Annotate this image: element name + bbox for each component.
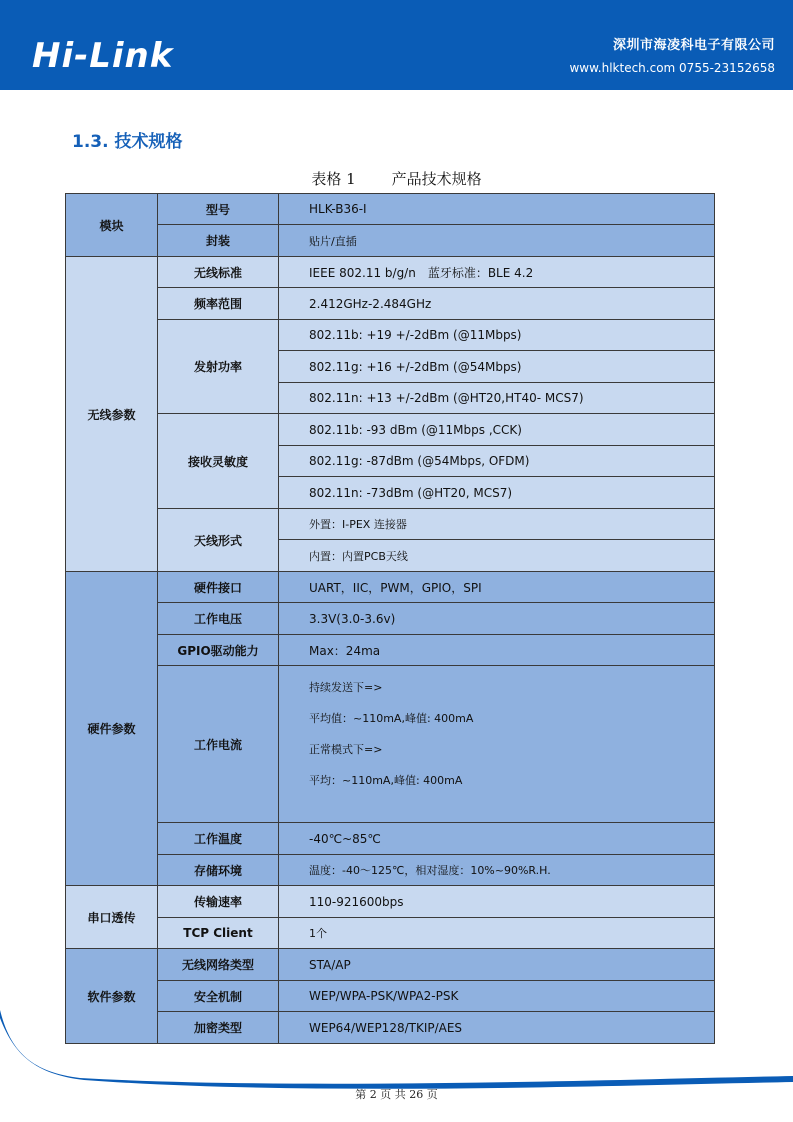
current-line-2: 平均值：~110mA,峰值: 400mA bbox=[309, 712, 474, 725]
param-storage: 存储环境 bbox=[158, 855, 279, 886]
table-row bbox=[66, 635, 715, 666]
param-temperature: 工作温度 bbox=[158, 823, 279, 855]
page-header bbox=[0, 0, 793, 90]
param-current: 工作电流 bbox=[158, 666, 279, 823]
table-row bbox=[66, 918, 715, 949]
param-network-type: 无线网络类型 bbox=[158, 949, 279, 981]
param-model: 型号 bbox=[158, 194, 279, 225]
table-row bbox=[66, 572, 715, 603]
table-row bbox=[66, 194, 715, 225]
param-standard: 无线标准 bbox=[158, 257, 279, 288]
page-number: 第 2 页 共 26 页 bbox=[355, 1088, 438, 1101]
section-title: 1.3. 技术规格 bbox=[72, 132, 183, 152]
value-antenna-internal: 内置：内置PCB天线 bbox=[279, 540, 715, 572]
table-row bbox=[66, 414, 715, 446]
value-standard: IEEE 802.11 b/g/n 蓝牙标准：BLE 4.2 bbox=[279, 257, 715, 288]
company-name: 深圳市海凌科电子有限公司 bbox=[612, 38, 775, 53]
current-line-4: 平均：~110mA,峰值: 400mA bbox=[309, 774, 463, 787]
value-encryption: WEP64/WEP128/TKIP/AES bbox=[279, 1012, 715, 1044]
group-hardware: 硬件参数 bbox=[66, 572, 158, 886]
value-baud-rate: 110-921600bps bbox=[279, 886, 715, 918]
table-row bbox=[66, 886, 715, 918]
param-frequency: 频率范围 bbox=[158, 288, 279, 320]
value-tx-b: 802.11b: +19 +/-2dBm (@11Mbps) bbox=[279, 320, 715, 351]
value-rx-n: 802.11n: -73dBm (@HT20, MCS7) bbox=[279, 477, 715, 509]
param-encryption: 加密类型 bbox=[158, 1012, 279, 1044]
value-rx-b: 802.11b: -93 dBm (@11Mbps ,CCK) bbox=[279, 414, 715, 446]
param-interface: 硬件接口 bbox=[158, 572, 279, 603]
value-tcp-client: 1个 bbox=[279, 918, 715, 949]
footer-curve bbox=[0, 1010, 793, 1122]
param-baud-rate: 传输速率 bbox=[158, 886, 279, 918]
caption-title: 产品技术规格 bbox=[391, 170, 482, 188]
value-interface: UART，IIC，PWM，GPIO，SPI bbox=[279, 572, 715, 603]
value-network-type: STA/AP bbox=[279, 949, 715, 981]
spec-table bbox=[65, 193, 715, 1044]
value-antenna-external: 外置：I-PEX 连接器 bbox=[279, 509, 715, 540]
param-rx-sensitivity: 接收灵敏度 bbox=[158, 414, 279, 509]
value-security: WEP/WPA-PSK/WPA2-PSK bbox=[279, 981, 715, 1012]
value-storage: 温度：-40～125℃，相对湿度：10%~90%R.H. bbox=[279, 855, 715, 886]
param-security: 安全机制 bbox=[158, 981, 279, 1012]
logo-text: Hi-Link bbox=[32, 36, 174, 76]
value-model: HLK-B36-I bbox=[279, 194, 715, 225]
table-row bbox=[66, 949, 715, 981]
table-caption bbox=[0, 168, 793, 189]
value-rx-g: 802.11g: -87dBm (@54Mbps, OFDM) bbox=[279, 446, 715, 477]
table-row bbox=[66, 257, 715, 288]
value-package: 贴片/直插 bbox=[279, 225, 715, 257]
table-row bbox=[66, 225, 715, 257]
param-voltage: 工作电压 bbox=[158, 603, 279, 635]
current-line-1: 持续发送下=> bbox=[309, 681, 383, 694]
table-row bbox=[66, 855, 715, 886]
table-row bbox=[66, 823, 715, 855]
table-row bbox=[66, 288, 715, 320]
value-voltage: 3.3V(3.0-3.6v) bbox=[279, 603, 715, 635]
caption-label: 表格 1 bbox=[311, 170, 356, 188]
value-current bbox=[279, 666, 715, 823]
value-gpio-drive: Max：24ma bbox=[279, 635, 715, 666]
table-row bbox=[66, 666, 715, 823]
table-row bbox=[66, 509, 715, 540]
table-row bbox=[66, 320, 715, 351]
param-antenna: 天线形式 bbox=[158, 509, 279, 572]
value-tx-g: 802.11g: +16 +/-2dBm (@54Mbps) bbox=[279, 351, 715, 383]
company-contact: www.hlktech.com 0755-23152658 bbox=[569, 61, 775, 75]
hi-link-logo bbox=[32, 36, 173, 76]
param-gpio-drive: GPIO驱动能力 bbox=[158, 635, 279, 666]
group-module: 模块 bbox=[66, 194, 158, 257]
param-package: 封装 bbox=[158, 225, 279, 257]
param-tx-power: 发射功率 bbox=[158, 320, 279, 414]
group-wireless: 无线参数 bbox=[66, 257, 158, 572]
value-frequency: 2.412GHz-2.484GHz bbox=[279, 288, 715, 320]
table-row bbox=[66, 603, 715, 635]
value-tx-n: 802.11n: +13 +/-2dBm (@HT20,HT40- MCS7) bbox=[279, 383, 715, 414]
value-temperature: -40℃~85℃ bbox=[279, 823, 715, 855]
company-info bbox=[569, 38, 775, 76]
group-serial: 串口透传 bbox=[66, 886, 158, 949]
current-line-3: 正常模式下=> bbox=[309, 743, 383, 756]
group-software: 软件参数 bbox=[66, 949, 158, 1044]
param-tcp-client: TCP Client bbox=[158, 918, 279, 949]
table-row bbox=[66, 981, 715, 1012]
